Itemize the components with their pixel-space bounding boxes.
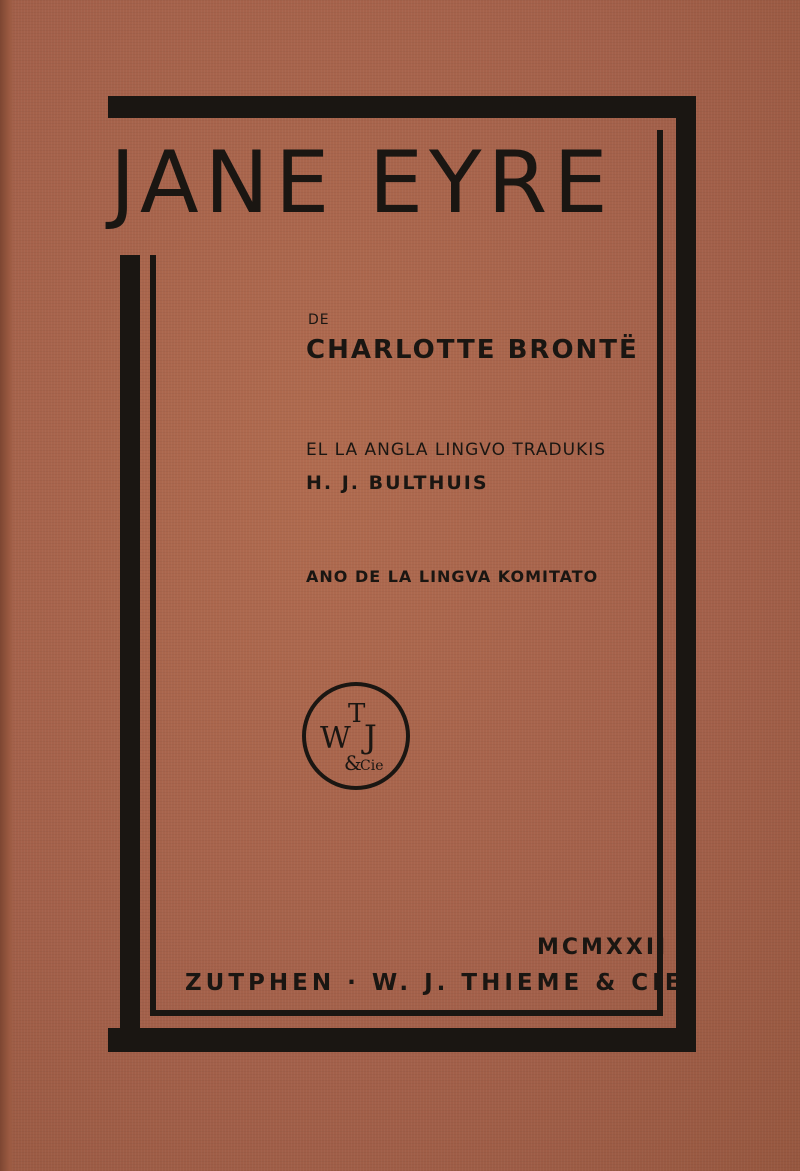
publication-year: MCMXXII	[537, 935, 669, 960]
author-prefix: DE	[308, 312, 330, 328]
translation-label: EL LA ANGLA LINGVO TRADUKIS	[306, 440, 607, 460]
frame-bottom-bar	[108, 1028, 696, 1052]
svg-text:&: &	[344, 751, 362, 775]
committee-label: ANO DE LA LINGVA KOMITATO	[306, 567, 599, 586]
frame-inner-bottom-line	[150, 1010, 663, 1016]
frame-right-bar	[676, 96, 696, 1052]
svg-text:T: T	[348, 699, 366, 729]
frame-inner-left-line	[150, 255, 156, 1016]
svg-text:W: W	[320, 721, 351, 756]
publisher-line: ZUTPHEN · W. J. THIEME & CIE	[185, 970, 685, 996]
frame-left-bar	[120, 255, 140, 1045]
publisher-monogram-seal-icon	[298, 678, 414, 794]
spine-edge	[0, 0, 14, 1171]
svg-text:Cie: Cie	[360, 758, 384, 774]
book-title: JANE EYRE	[110, 133, 614, 233]
svg-text:J: J	[364, 718, 377, 756]
frame-inner-right-line	[657, 130, 663, 1015]
translator-name: H. J. BULTHUIS	[306, 472, 489, 494]
frame-top-bar	[108, 96, 696, 118]
author-name: CHARLOTTE BRONTË	[306, 335, 639, 365]
